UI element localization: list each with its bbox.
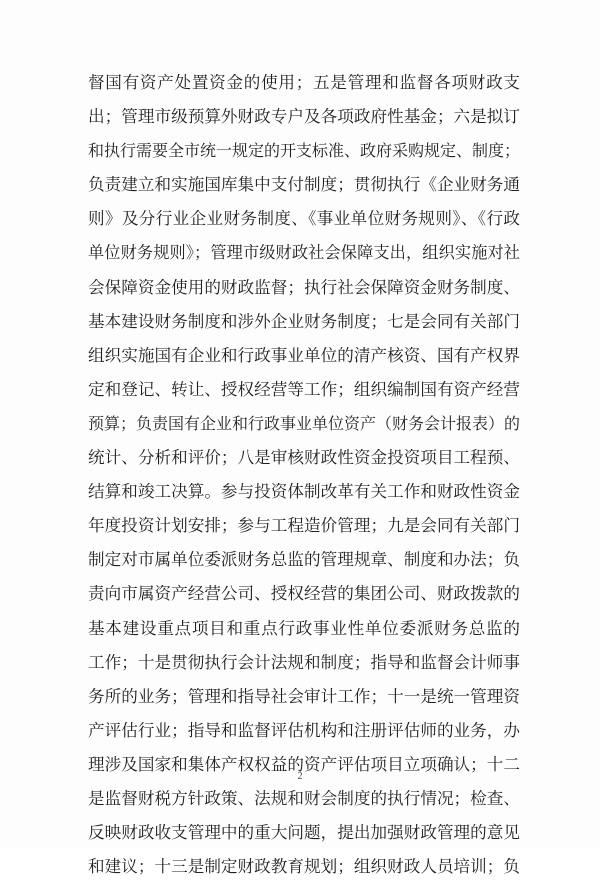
- text-line: 制定对市属单位委派财务总监的管理规章、制度和办法；负: [88, 550, 520, 570]
- body-text: [88, 66, 520, 884]
- text-line: 结算和竣工决算。参与投资体制改革有关工作和财政性资金: [88, 482, 520, 502]
- text-line: 单位财务规则》；管理市级财政社会保障支出，组织实施对社: [88, 243, 520, 263]
- text-line: 和执行需要全市统一规定的开支标准、政府采购规定、制度；: [88, 141, 521, 161]
- text-line: 组织实施国有企业和行政事业单位的清产核资、国有产权界: [88, 345, 520, 365]
- text-line: 理涉及国家和集体产权权益的资产评估项目立项确认；十二: [88, 754, 520, 774]
- text-line: 统计、分析和评价；八是审核财政性资金投资项目工程预、: [88, 448, 520, 468]
- text-line: 基本建设重点项目和重点行政事业性单位委派财务总监的: [88, 618, 520, 638]
- text-line: 和建议；十三是制定财政教育规划；组织财政人员培训；负: [88, 857, 520, 877]
- text-line: 责向市属资产经营公司、授权经营的集团公司、财政拨款的: [88, 584, 520, 604]
- text-line: 负责建立和实施国库集中支付制度；贯彻执行《企业财务通: [88, 175, 520, 195]
- text-line: 工作；十是贯彻执行会计法规和制度；指导和监督会计师事: [88, 652, 520, 672]
- text-line: 务所的业务；管理和指导社会审计工作；十一是统一管理资: [88, 686, 520, 706]
- text-line: 则》及分行业企业财务制度、《事业单位财务规则》、《行政: [88, 209, 520, 229]
- text-line: 预算；负责国有企业和行政事业单位资产（财务会计报表）的: [88, 413, 521, 433]
- text-line: 产评估行业；指导和监督评估机构和注册评估师的业务，办: [88, 720, 520, 740]
- text-line: 定和登记、转让、授权经营等工作；组织编制国有资产经营: [88, 379, 520, 399]
- text-line: 基本建设财务制度和涉外企业财务制度；七是会同有关部门: [88, 311, 520, 331]
- text-line: 出；管理市级预算外财政专户及各项政府性基金；六是拟订: [88, 107, 520, 127]
- text-line: 反映财政收支管理中的重大问题，提出加强财政管理的意见: [88, 823, 520, 843]
- text-line: 年度投资计划安排；参与工程造价管理；九是会同有关部门: [88, 516, 520, 536]
- text-line: 会保障资金使用的财政监督；执行社会保障资金财务制度、: [88, 277, 520, 297]
- text-line: 是监督财税方针政策、法规和财会制度的执行情况；检查、: [88, 788, 520, 808]
- text-line: 督国有资产处置资金的使用；五是管理和监督各项财政支: [88, 73, 520, 92]
- page-number: 2: [297, 771, 303, 782]
